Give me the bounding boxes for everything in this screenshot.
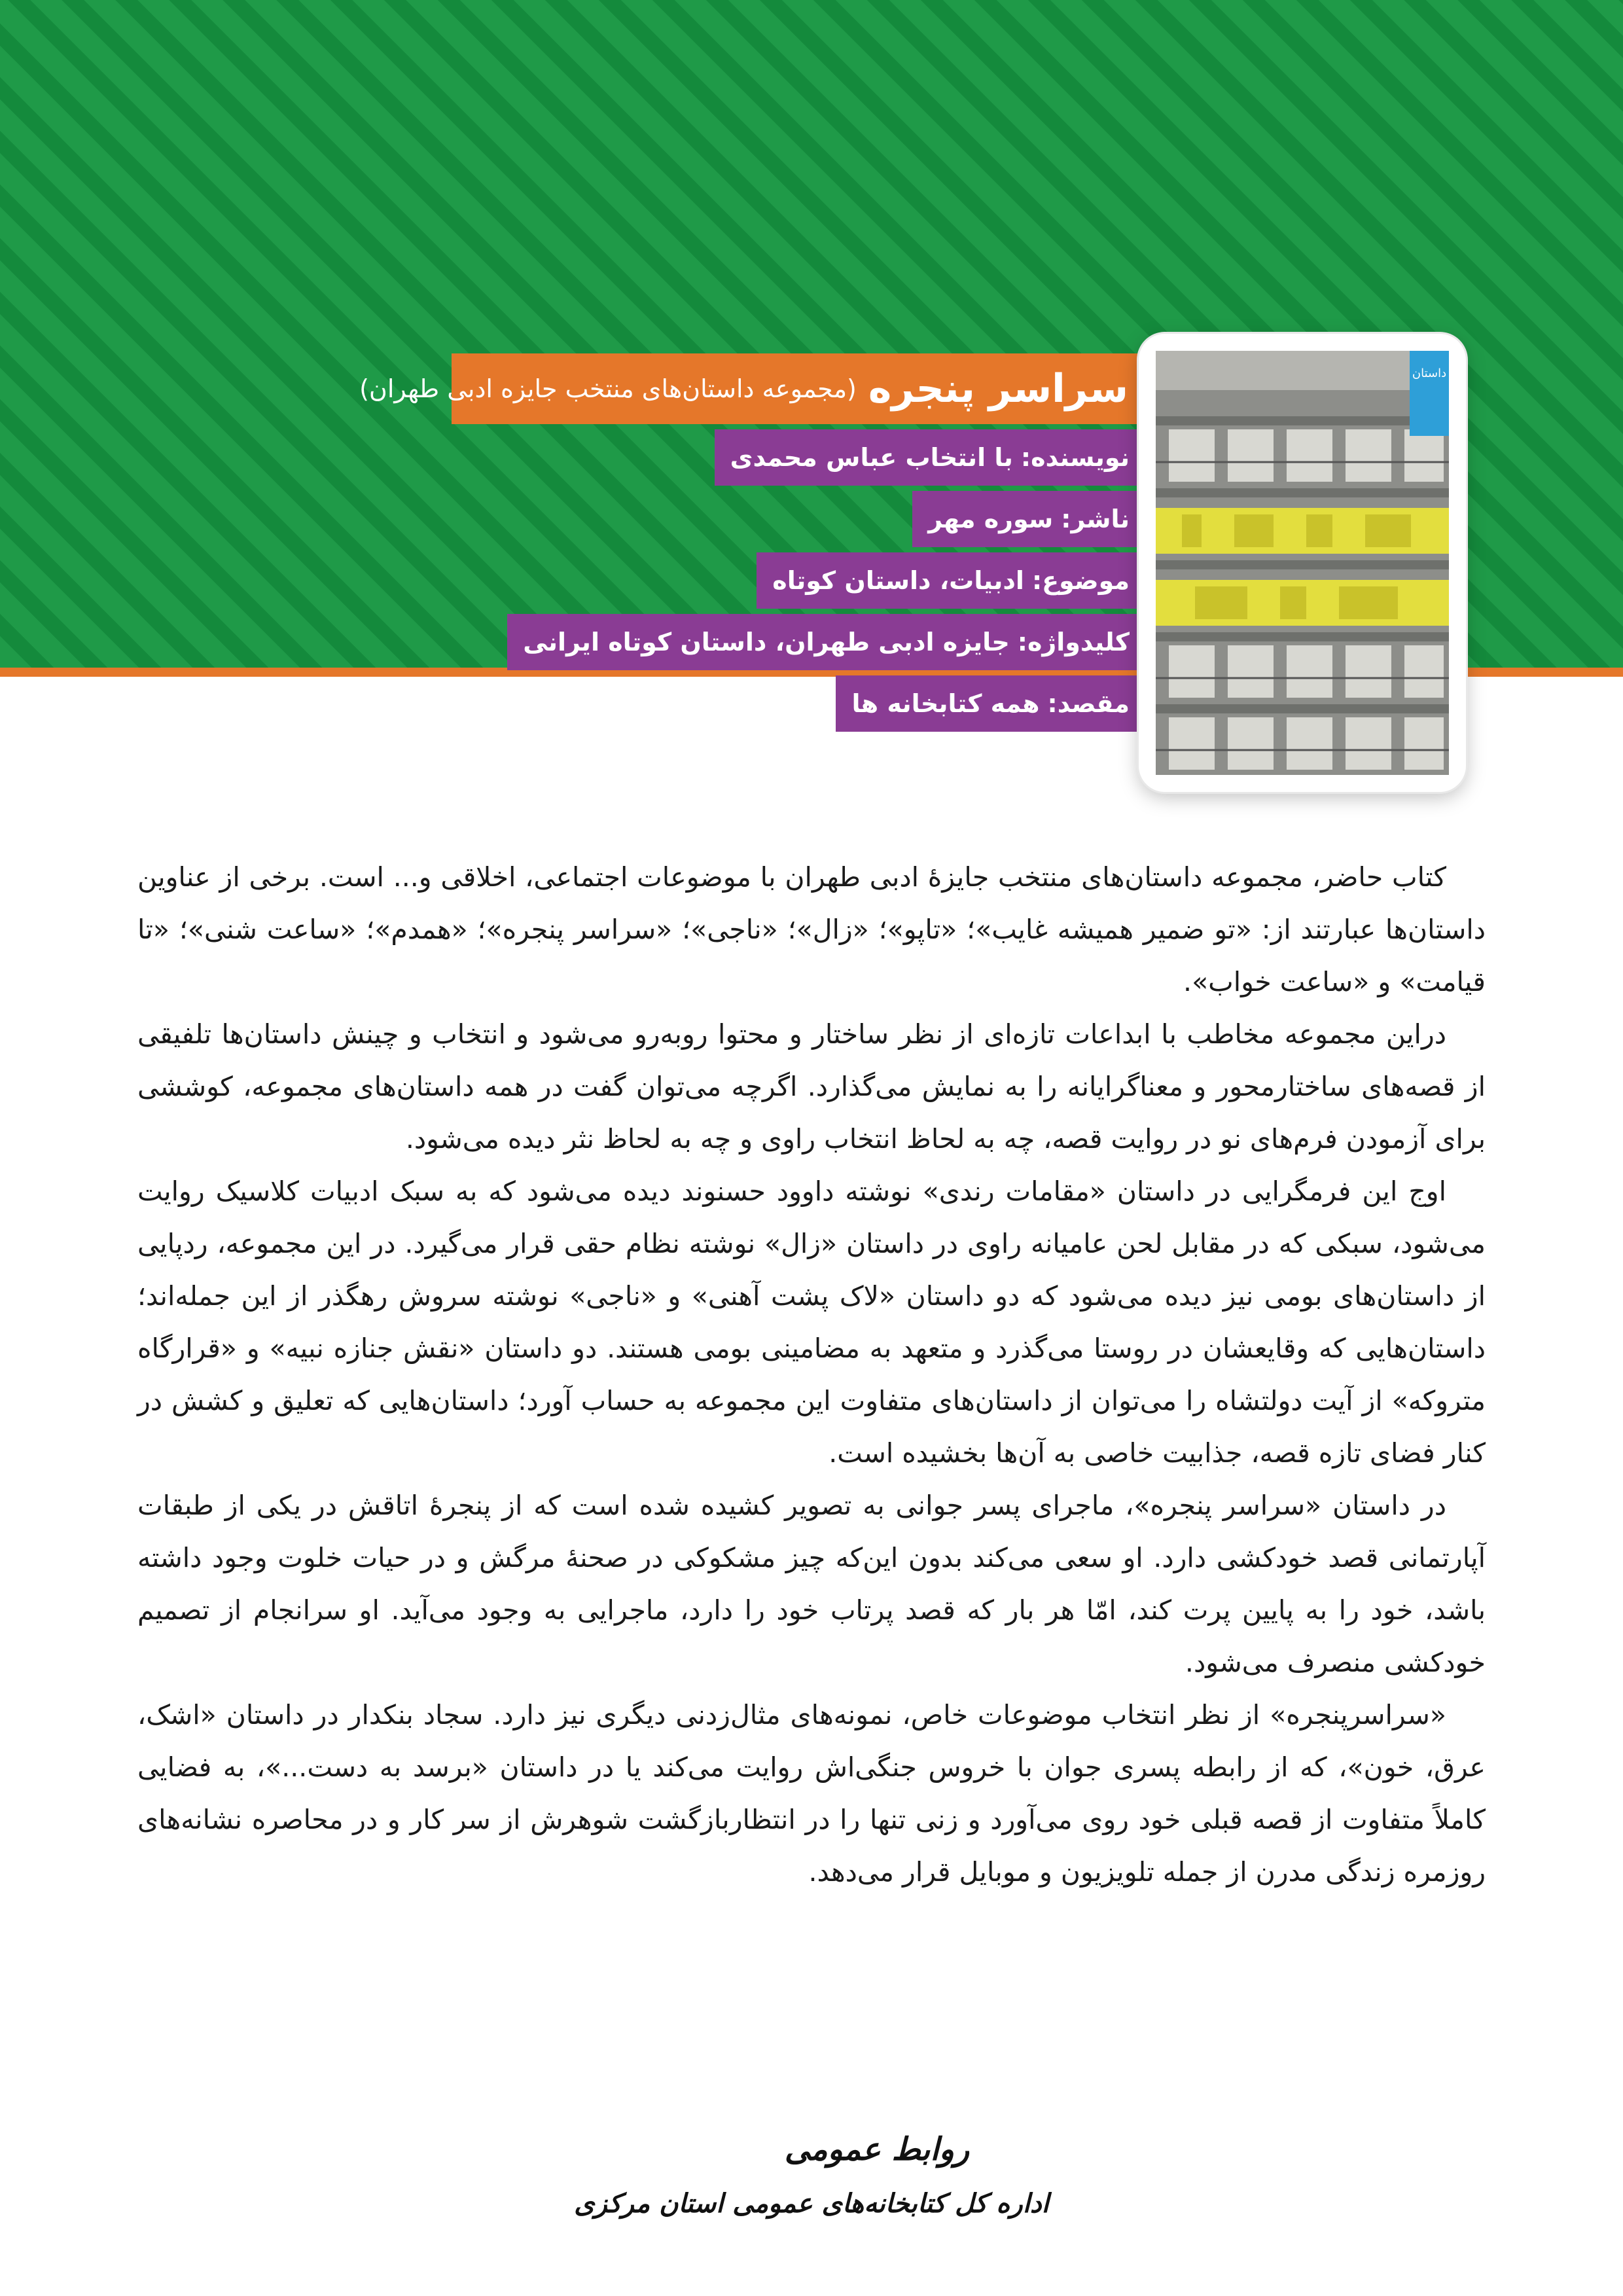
- meta-subject-value: ادبیات، داستان کوتاه: [772, 566, 1024, 595]
- meta-publisher-label: ناشر:: [1061, 505, 1130, 533]
- meta-subject: [757, 552, 1145, 609]
- book-subtitle: (مجموعه داستان‌های منتخب جایزه ادبی طهران): [359, 374, 857, 403]
- signature-line2: اداره کل کتابخانه‌های عمومی استان مرکزی: [574, 2188, 1049, 2219]
- title-bar: [359, 353, 1145, 424]
- paragraph: کتاب حاضر، مجموعه داستان‌های منتخب جایزۀ ادبی طهران با موضوعات اجتماعی، اخلاقی و... است. برخی از عناوین داستان‌ها عبارتند از: «تو ضمیر همیشه غایب»؛ «تاپو»؛ «زال»؛ «ناجی»؛ «سراسر پنجره»؛ «همدم»؛ «ساعت شنی»؛ «تا قیامت» و «ساعت خواب».: [137, 861, 1486, 997]
- meta-author-label: نویسنده:: [1020, 443, 1130, 472]
- book-cover-frame: [1139, 334, 1466, 792]
- meta-subject-label: موضوع:: [1031, 566, 1130, 595]
- signature-line1: روابط عمومی: [784, 2131, 970, 2168]
- meta-audience-value: همه کتابخانه ها: [851, 689, 1040, 718]
- paragraph: دراین مجموعه مخاطب با ابداعات تازه‌ای از نظر ساختار و محتوا روبه‌رو می‌شود و انتخاب و چینش داستان‌ها تلفیقی از قصه‌های ساختارمحور و معناگرایانه را به نمایش می‌گذارد. اگرچه می‌توان گفت در همه داستان‌های مجموعه، کوششی برای آزمودن فرم‌های نو در روایت قصه، چه به لحاظ انتخاب راوی و چه به لحاظ نثر دیده می‌شود.: [137, 1018, 1486, 1155]
- body-text: [137, 851, 1486, 1898]
- book-cover-image: [1156, 351, 1449, 775]
- book-info-panel: [359, 353, 1145, 732]
- meta-publisher-value: سوره مهر: [928, 505, 1054, 533]
- meta-audience: [836, 675, 1145, 732]
- cover-series-label: داستان: [1412, 367, 1447, 380]
- paragraph: اوج این فرمگرایی در داستان «مقامات رندی» نوشته داوود حسنوند دیده می‌شود که به سبک ادبیات کلاسیک روایت می‌شود، سبکی که در مقابل لحن عامیانه راوی در داستان «زال» نوشته نظام حقی قرار می‌گیرد. در این مجموعه، ردپایی از داستان‌های بومی نیز دیده می‌شود که دو داستان «لاک پشت آهنی» و «ناجی» نوشته سروش رهگذر از این جمله‌اند؛ داستان‌هایی که وقایعشان در روستا می‌گذرد و متعهد به مضامینی بومی هستند. دو داستان «نقش جنازه نبیه» و «قرارگاه متروکه» از آیت دولتشاه را می‌توان از داستان‌های متفاوت این مجموعه به حساب آورد؛ داستان‌هایی که تعلیق و کشش در کنار فضای تازه قصه، جذابیت خاصی به آن‌ها بخشیده است.: [137, 1175, 1486, 1469]
- paragraph: «سراسرپنجره» از نظر انتخاب موضوعات خاص، نمونه‌های مثال‌زدنی دیگری نیز دارد. سجاد بنکدار در داستان «اشک، عرق، خون»، که از رابطه پسری جوان با خروس جنگی‌اش روایت می‌کند یا در داستان «برسد به دست...»، به فضایی کاملاً متفاوت از قصه قبلی خود روی می‌آورد و زنی تنها را در انتظاربازگشت شوهرش از سر کار و در محاصره نشانه‌های روزمره زندگی مدرن از جمله تلویزیون و موبایل قرار می‌دهد.: [137, 1699, 1486, 1888]
- meta-publisher: [912, 491, 1145, 547]
- paragraph: در داستان «سراسر پنجره»، ماجرای پسر جوانی به تصویر کشیده شده است که از پنجرۀ اتاقش در یکی از طبقات آپارتمانی قصد خودکشی دارد. او سعی می‌کند بدون این‌که چیز مشکوکی در صحنۀ مرگش و در حیات خلوت وجود داشته باشد، خود را به پایین پرت کند، امّا هر بار که قصد پرتاب خود را دارد، ماجرایی به وجود می‌آید. او سرانجام از تصمیم خودکشی منصرف می‌شود.: [137, 1490, 1486, 1678]
- meta-keywords-label: کلیدواژه:: [1017, 628, 1130, 656]
- meta-author: [715, 429, 1145, 486]
- calligraphy-signature: [574, 2114, 1049, 2245]
- book-title: سراسر پنجره: [868, 366, 1128, 412]
- meta-author-value: با انتخاب عباس محمدی: [730, 443, 1013, 472]
- meta-keywords-value: جایزه ادبی طهران، داستان کوتاه ایرانی: [523, 628, 1010, 656]
- meta-keywords: [507, 614, 1145, 670]
- meta-audience-label: مقصد:: [1047, 689, 1130, 718]
